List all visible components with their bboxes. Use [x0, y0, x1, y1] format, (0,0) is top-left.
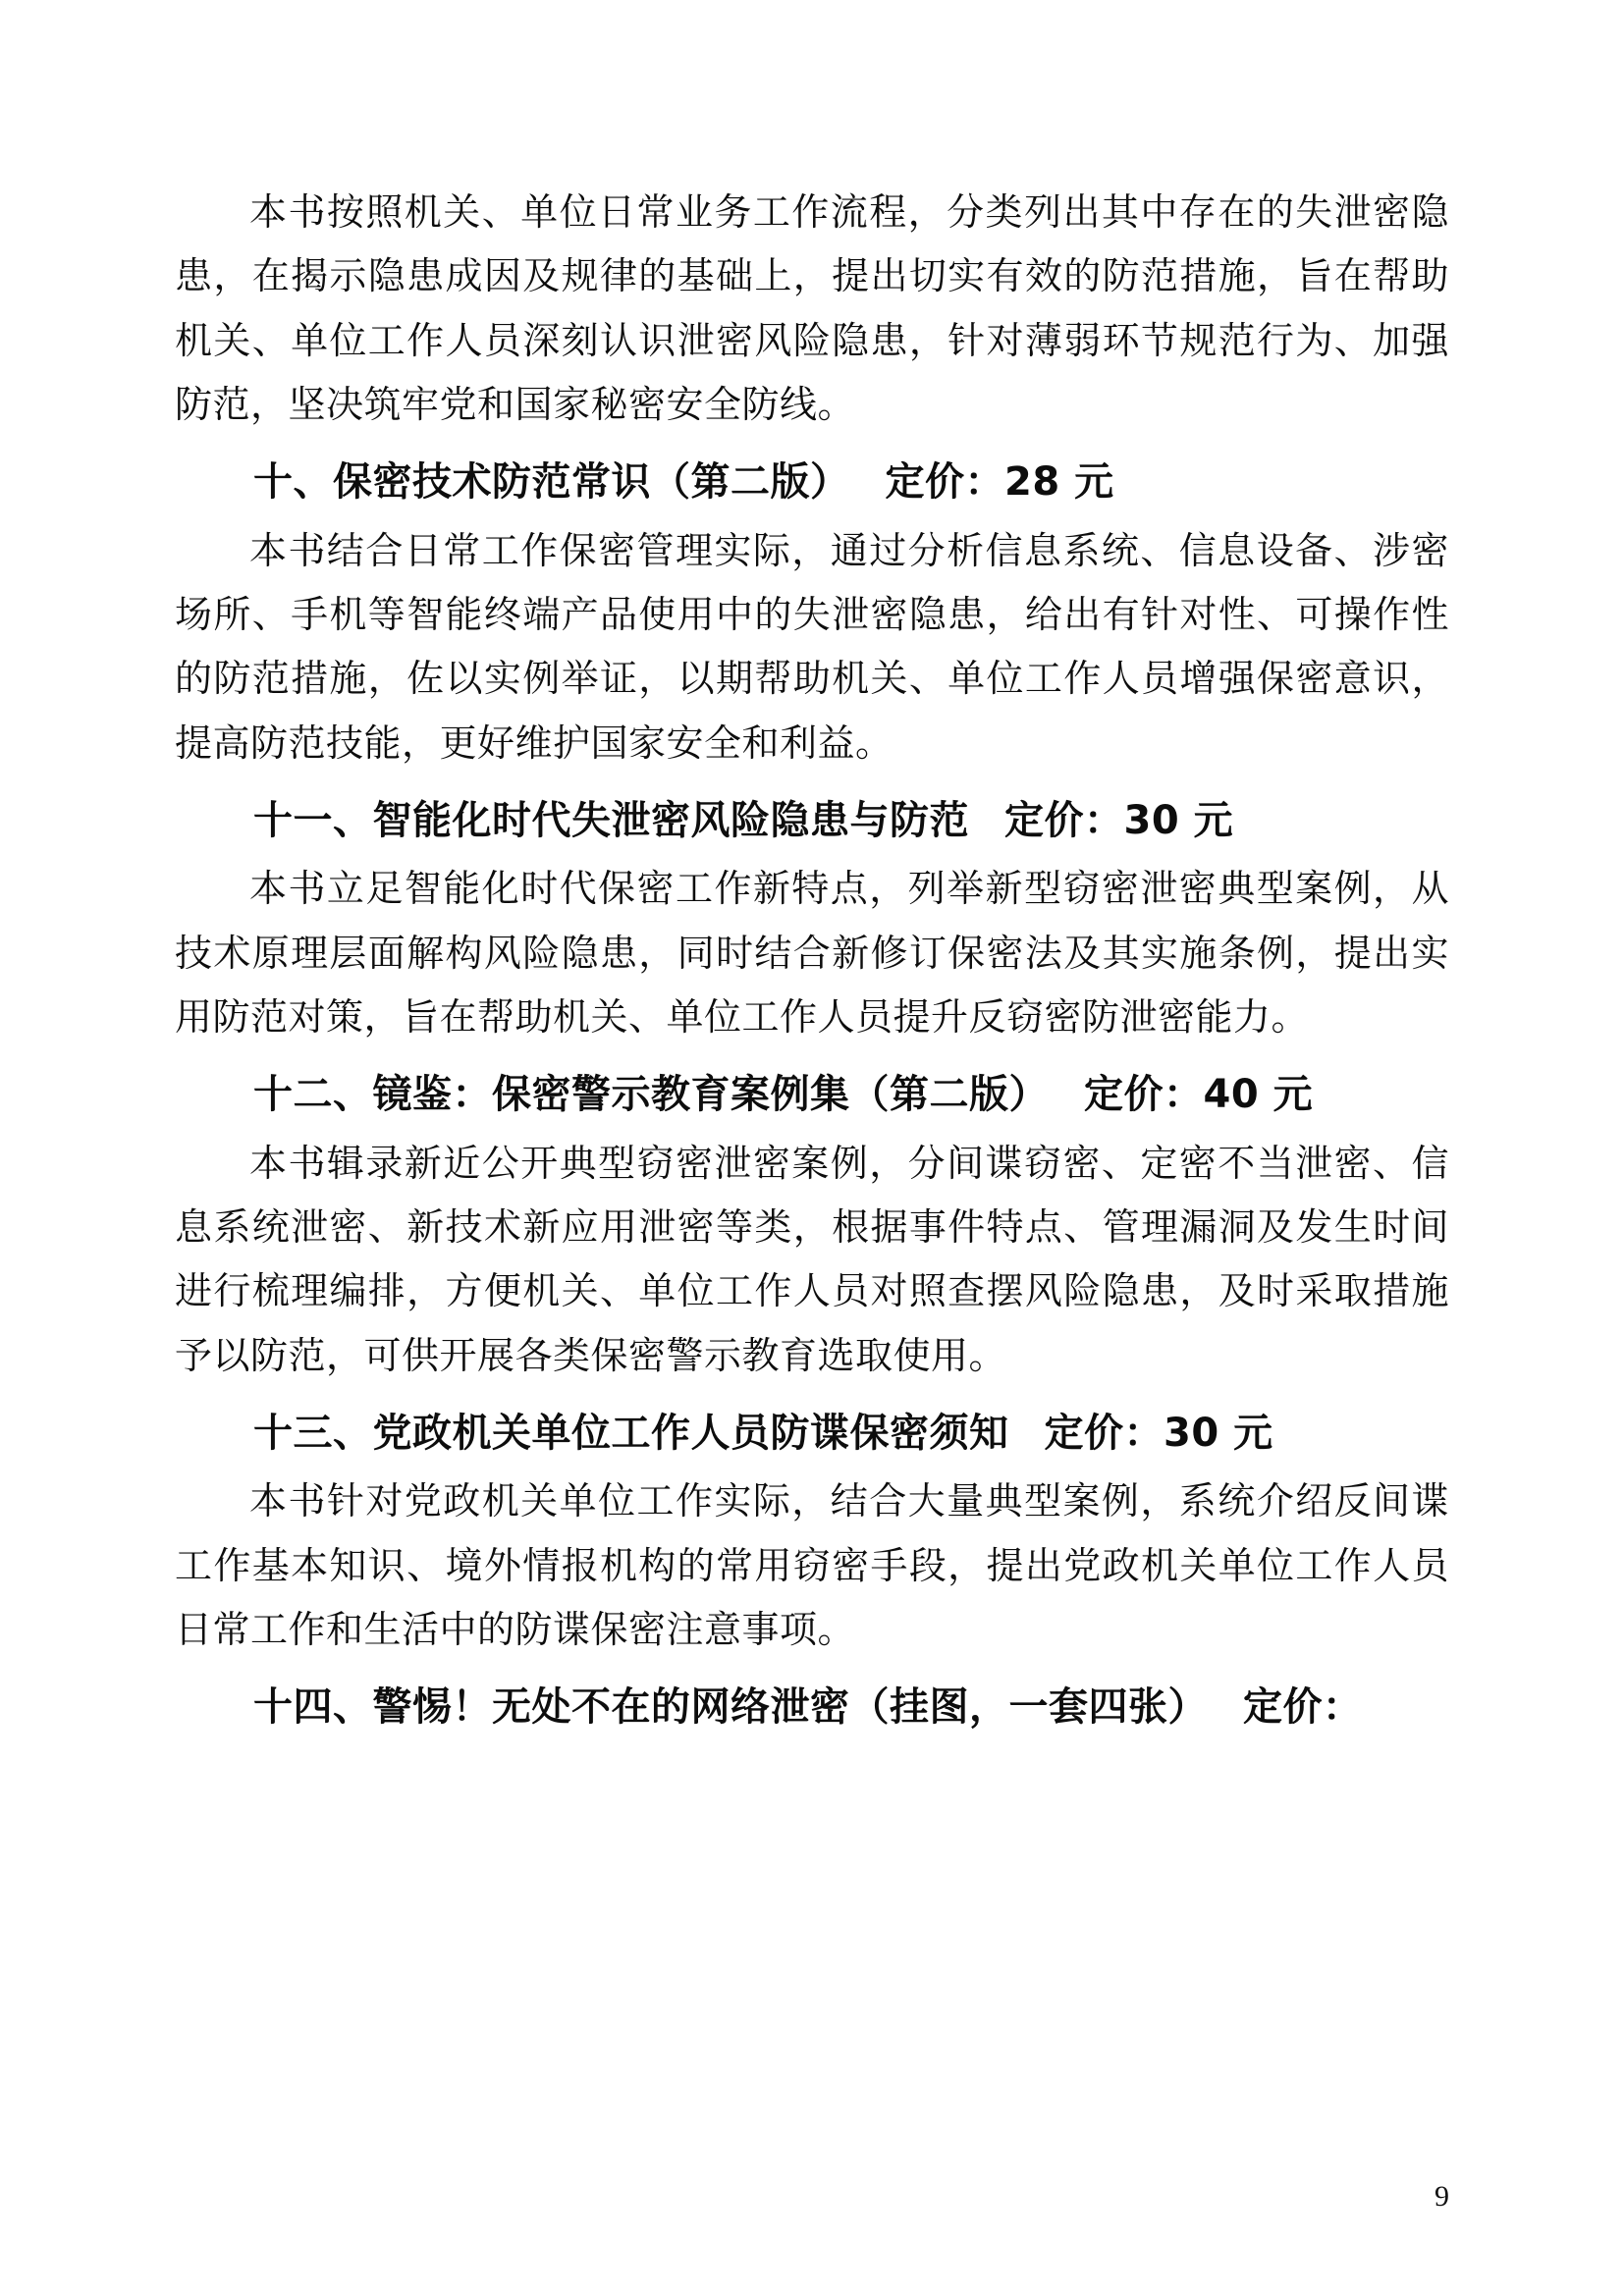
heading-title: 十二、镜鉴：保密警示教育案例集（第二版）	[253, 1072, 1049, 1118]
intro-paragraph: 本书按照机关、单位日常业务工作流程，分类列出其中存在的失泄密隐患，在揭示隐患成因及规律的基础上，提出切实有效的防范措施，旨在帮助机关、单位工作人员深刻认识泄密风险隐患，针对薄弱环节规范行为、加强防范，坚决筑牢党和国家秘密安全防线。	[175, 192, 1449, 427]
heading-price: 定价：30 元	[1004, 798, 1234, 844]
paragraph-item-10: 本书结合日常工作保密管理实际，通过分析信息系统、信息设备、涉密场所、手机等智能终端产品使用中的失泄密隐患，给出有针对性、可操作性的防范措施，佐以实例举证，以期帮助机关、单位工作人员增强保密意识，提高防范技能，更好维护国家安全和利益。	[175, 530, 1449, 765]
heading-title: 十四、警惕！无处不在的网络泄密（挂图，一套四张）	[253, 1684, 1208, 1731]
heading-price: 定价：28 元	[885, 459, 1114, 506]
heading-item-14	[175, 1675, 1449, 1740]
page-number: 9	[1435, 2180, 1449, 2213]
paragraph-item-13: 本书针对党政机关单位工作实际，结合大量典型案例，系统介绍反间谍工作基本知识、境外情报机构的常用窃密手段，提出党政机关单位工作人员日常工作和生活中的防谍保密注意事项。	[175, 1481, 1449, 1651]
paragraph-item-11: 本书立足智能化时代保密工作新特点，列举新型窃密泄密典型案例，从技术原理层面解构风险隐患，同时结合新修订保密法及其实施条例，提出实用防范对策，旨在帮助机关、单位工作人员提升反窃密防泄密能力。	[175, 869, 1449, 1039]
heading-item-12	[175, 1062, 1449, 1128]
heading-price: 定价：30 元	[1044, 1410, 1273, 1456]
heading-title: 十、保密技术防范常识（第二版）	[253, 459, 850, 506]
heading-price: 定价：40 元	[1084, 1072, 1314, 1118]
heading-item-11	[175, 788, 1449, 854]
heading-price: 定价：	[1243, 1684, 1363, 1731]
heading-item-13	[175, 1401, 1449, 1467]
paragraph-item-12: 本书辑录新近公开典型窃密泄密案例，分间谍窃密、定密不当泄密、信息系统泄密、新技术新应用泄密等类，根据事件特点、管理漏洞及发生时间进行梳理编排，方便机关、单位工作人员对照查摆风险隐患，及时采取措施予以防范，可供开展各类保密警示教育选取使用。	[175, 1143, 1449, 1377]
heading-item-10	[175, 450, 1449, 515]
heading-title: 十三、党政机关单位工作人员防谍保密须知	[253, 1410, 1009, 1456]
heading-title: 十一、智能化时代失泄密风险隐患与防范	[253, 798, 969, 844]
